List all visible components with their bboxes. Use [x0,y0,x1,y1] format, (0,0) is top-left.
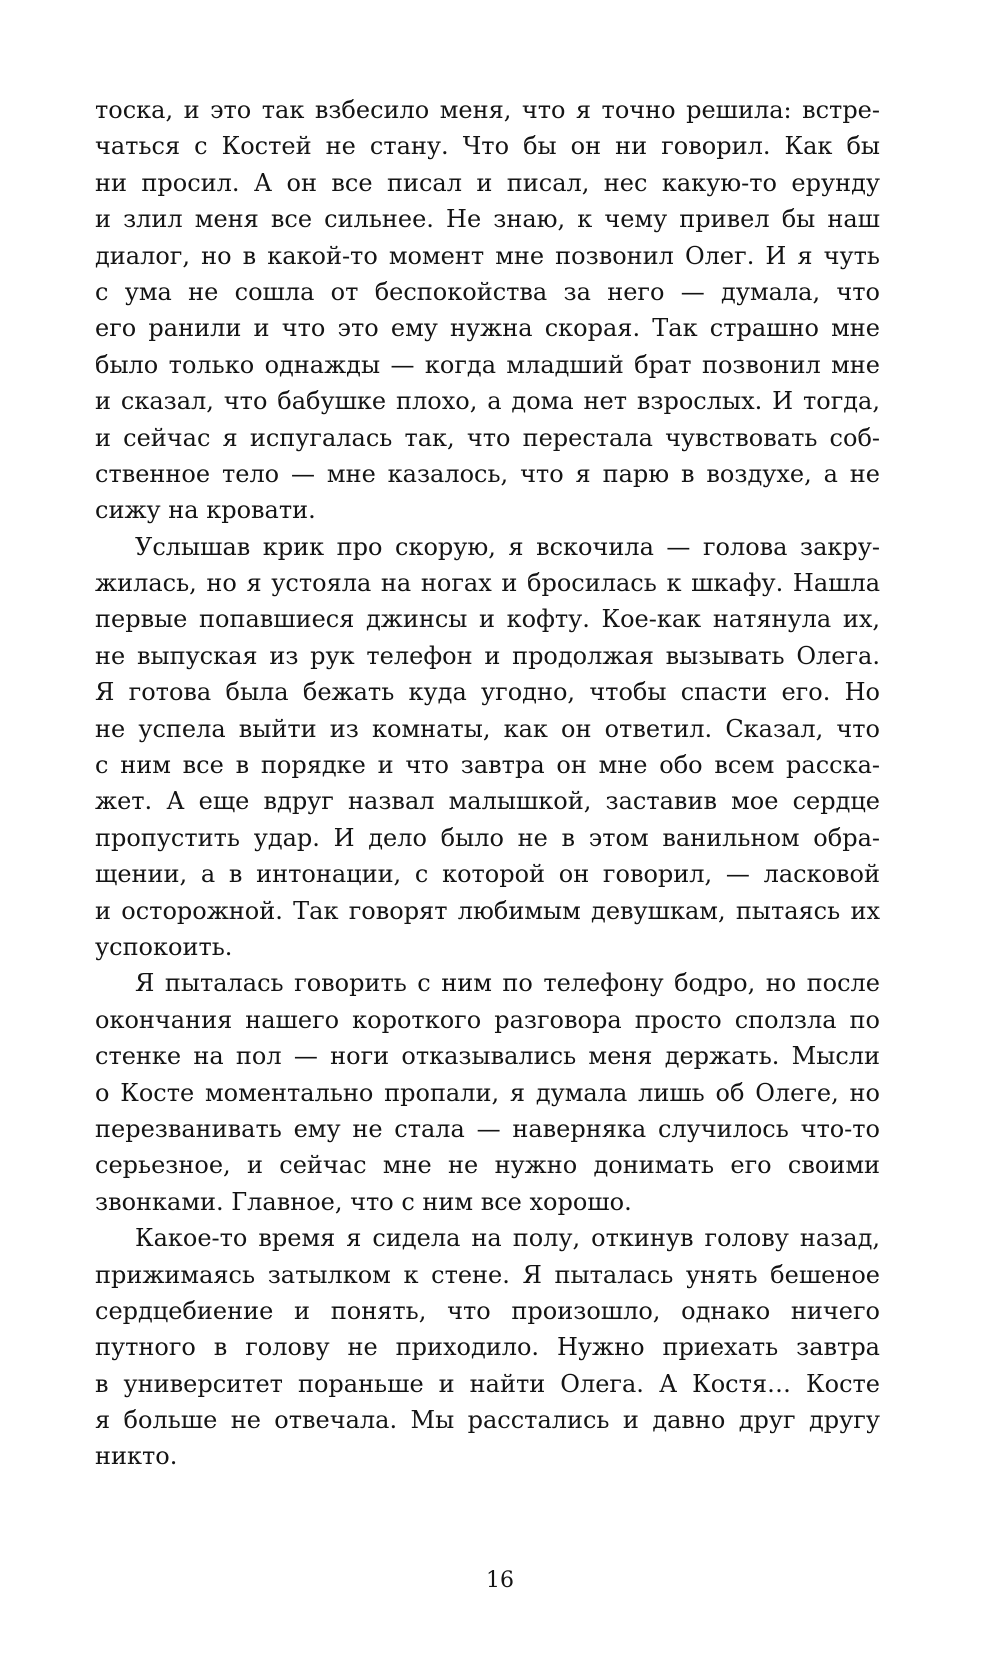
text-line: успокоить. [95,932,233,961]
text-line: жилась, но я устояла на ногах и бросилась к шкафу. Нашла [95,569,880,598]
text-line: Какое-то время я сидела на полу, откинув голову назад, [135,1224,880,1253]
text-line: окончания нашего короткого разговора просто сползла по [95,1005,880,1034]
text-line: было только однажды — когда младший брат позвонил мне [95,350,880,379]
text-line: его ранили и что это ему нужна скорая. Так страшно мне [95,314,880,343]
text-line: стенке на пол — ноги отказывались меня держать. Мысли [95,1042,880,1071]
text-line: путного в голову не приходило. Нужно приехать завтра [95,1333,880,1362]
text-line: Я пыталась говорить с ним по телефону бодро, но после [135,969,880,998]
text-line: перезванивать ему не стала — наверняка случилось что-то [95,1114,880,1143]
text-line: звонками. Главное, что с ним все хорошо. [95,1187,632,1216]
body-text [95,92,880,1475]
text-line: в университет пораньше и найти Олега. А Костя… Косте [95,1369,880,1398]
text-line: никто. [95,1442,178,1471]
text-line: жет. А еще вдруг назвал малышкой, заставив мое сердце [95,787,880,816]
text-line: сижу на кровати. [95,496,316,525]
text-line: и сказал, что бабушке плохо, а дома нет взрослых. И тогда, [95,387,880,416]
text-line: и сейчас я испугалась так, что перестала чувствовать соб- [95,423,880,452]
paragraph [95,529,880,966]
text-line: диалог, но в какой-то момент мне позвонил Олег. И я чуть [95,241,880,270]
text-line: щении, а в интонации, с которой он говорил, — ласковой [95,860,880,889]
text-line: ни просил. А он все писал и писал, нес какую-то ерунду [95,168,880,197]
text-line: тоска, и это так взбесило меня, что я точно решила: встре- [95,96,880,124]
page-number: 16 [486,1568,514,1593]
text-line: сердцебиение и понять, что произошло, однако ничего [95,1296,880,1325]
text-line: и злил меня все сильнее. Не знаю, к чему привел бы наш [95,205,880,234]
paragraph [95,92,880,529]
paragraph [95,965,880,1220]
text-line: не выпуская из рук телефон и продолжая вызывать Олега. [95,641,880,670]
text-line: с ума не сошла от беспокойства за него — думала, что [95,277,880,306]
text-line: Услышав крик про скорую, я вскочила — голова закру- [135,532,880,561]
text-line: о Косте моментально пропали, я думала лишь об Олеге, но [95,1078,880,1107]
text-line: чаться с Костей не стану. Что бы он ни говорил. Как бы [95,132,880,161]
text-line: и осторожной. Так говорят любимым девушкам, пытаясь их [95,896,880,925]
text-line: прижимаясь затылком к стене. Я пыталась унять бешеное [95,1260,880,1289]
text-line: с ним все в порядке и что завтра он мне обо всем расска- [95,751,880,780]
paragraph [95,1220,880,1475]
text-line: серьезное, и сейчас мне не нужно донимать его своими [95,1151,880,1180]
text-line: Я готова была бежать куда угодно, чтобы спасти его. Но [95,678,880,707]
text-line: ственное тело — мне казалось, что я парю в воздухе, а не [95,459,880,488]
text-line: я больше не отвечала. Мы расстались и давно друг другу [95,1406,880,1435]
text-line: не успела выйти из комнаты, как он ответил. Сказал, что [95,714,880,743]
text-line: первые попавшиеся джинсы и кофту. Кое-как натянула их, [95,605,880,634]
text-line: пропустить удар. И дело было не в этом ванильном обра- [95,823,880,852]
